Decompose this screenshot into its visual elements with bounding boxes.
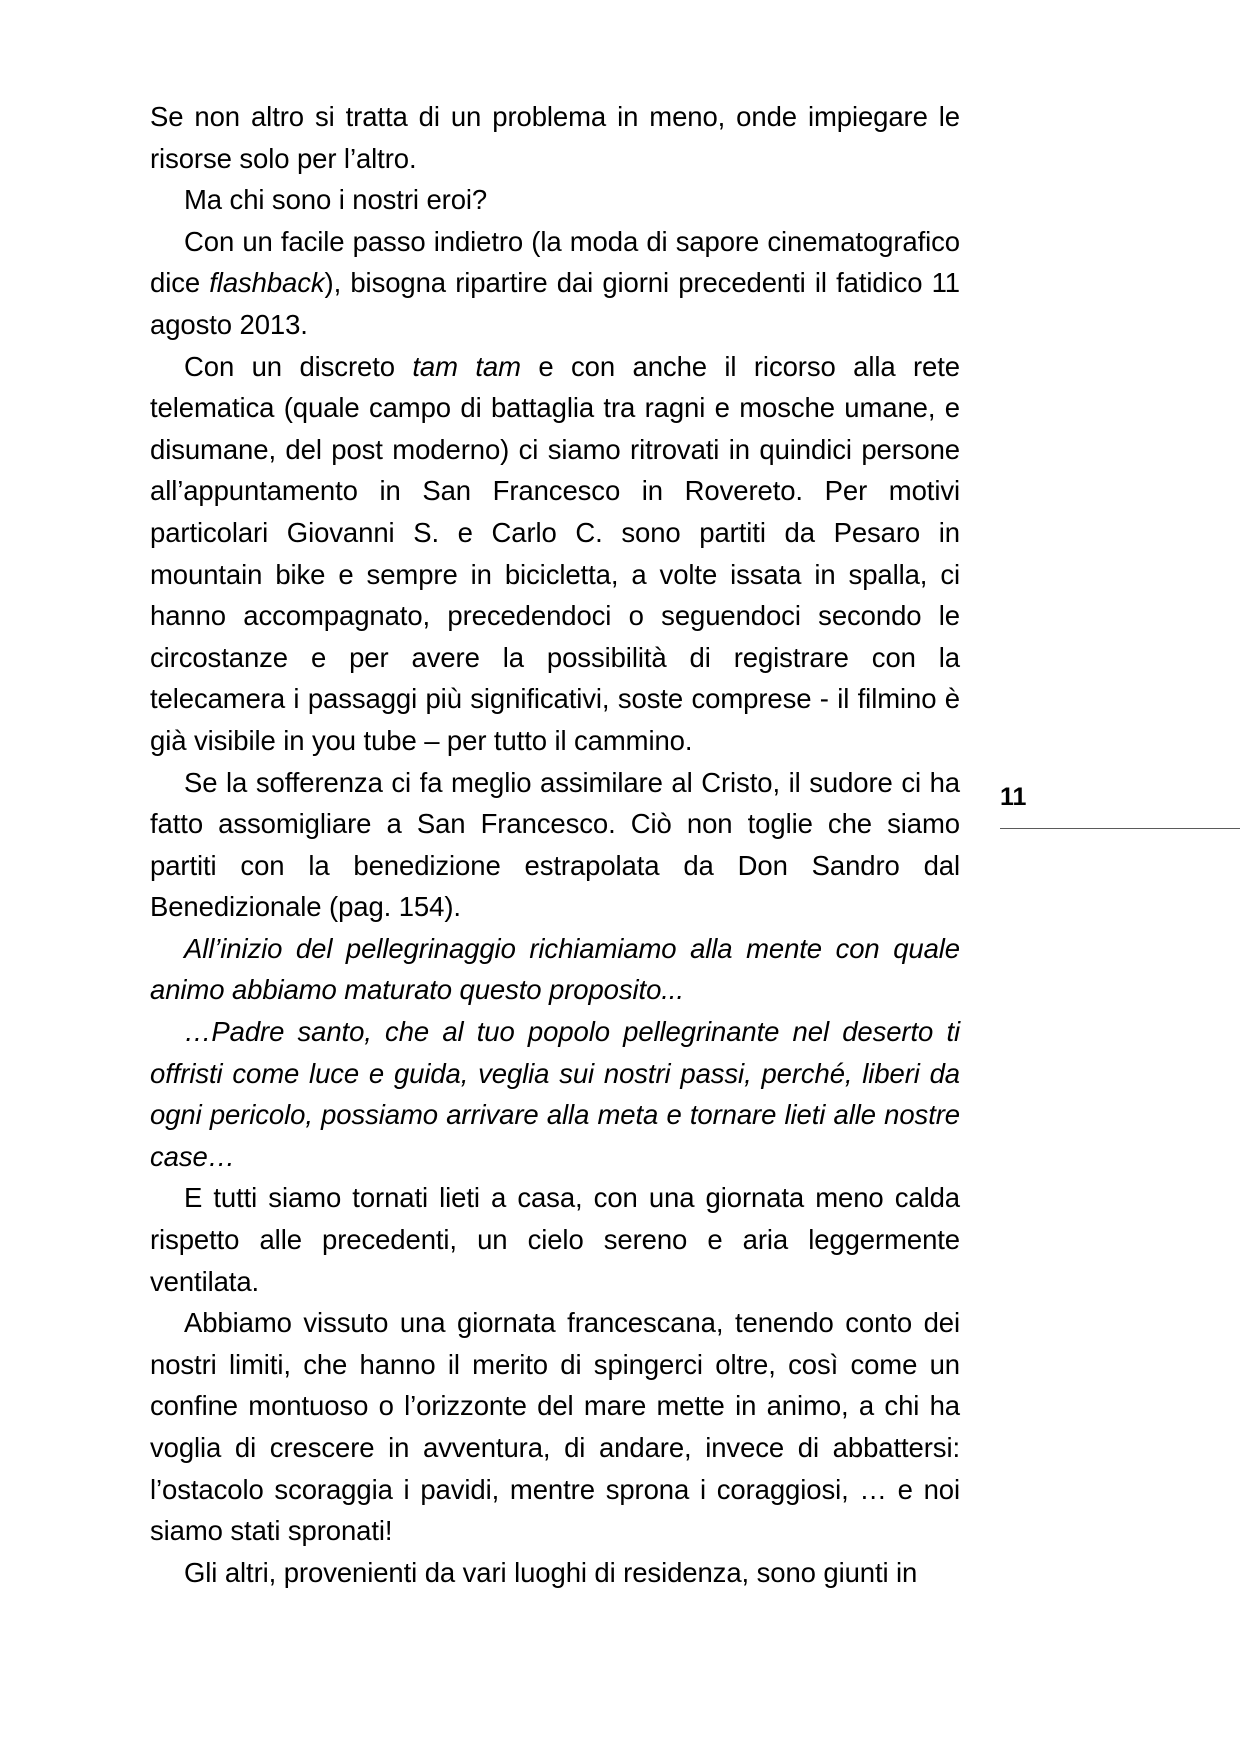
paragraph [150,96,960,179]
paragraph [150,762,960,928]
text-run: Ma chi sono i nostri eroi? [184,184,488,216]
paragraph [150,1177,960,1302]
paragraph [150,1302,960,1552]
text-run: Abbiamo vissuto una giornata francescana, tenendo conto dei nostri limiti, che hanno il merito di spingerci oltre, così come un confine montuoso o l’orizzonte del mare mette in animo, a chi ha voglia di crescere in avventura, di andare, invece di abbattersi: l’ostacolo scoraggia i pavidi, mentre sprona i coraggiosi, … e noi siamo stati spronati! [150,1307,960,1547]
italic-run: tam tam [412,350,521,382]
paragraph [150,179,960,221]
text-run: ), bisogna ripartire dai giorni precedenti il fatidico 11 agosto 2013. [150,267,960,340]
body-text-column [150,96,960,1593]
text-run: E tutti siamo tornati lieti a casa, con una giornata meno calda rispetto alle precedenti, un cielo sereno e aria leggermente ventilata. [150,1182,960,1297]
text-run: Gli altri, provenienti da vari luoghi di residenza, sono giunti in [184,1556,918,1588]
text-run: Con un discreto [184,350,413,382]
italic-run: flashback [209,267,325,299]
paragraph [150,1552,960,1594]
paragraph [150,221,960,346]
text-run: e con anche il ricorso alla rete telematica (quale campo di battaglia tra ragni e mosche umane, e disumane, del post moderno) ci siamo ritrovati in quindici persone all’appuntamento in San Francesco in Rovereto. Per motivi particolari Giovanni S. e Carlo C. sono partiti da Pesaro in mountain bike e sempre in bicicletta, a volte issata in spalla, ci hanno accompagnato, precedendoci o seguendoci secondo le circostanze e per avere la possibilità di registrare con la telecamera i passaggi più significativi, soste comprese - il filmino è già visibile in you tube – per tutto il cammino. [150,350,960,756]
paragraph [150,1011,960,1177]
folio-block [1000,782,1240,829]
italic-run: All’inizio del pellegrinaggio richiamiamo alla mente con quale animo abbiamo maturato questo proposito... [150,932,960,1006]
paragraph [150,928,960,1011]
page-number: 11 [1000,783,1027,811]
text-run: Se non altro si tratta di un problema in meno, onde impiegare le risorse solo per l’altro. [150,101,960,174]
paragraph [150,346,960,762]
text-run: Con un facile passo indietro (la moda di sapore cinematografico dice [150,225,960,299]
italic-run: …Padre santo, che al tuo popolo pellegrinante nel deserto ti offristi come luce e guida, veglia sui nostri passi, perché, liberi da ogni pericolo, possiamo arrivare alla meta e tornare lieti alle nostre case… [150,1016,960,1172]
folio-divider [1000,828,1240,829]
text-run: Se la sofferenza ci fa meglio assimilare al Cristo, il sudore ci ha fatto assomigliare a San Francesco. Ciò non toglie che siamo partiti con la benedizione estrapolata da Don Sandro dal Benedizionale (pag. 154). [150,766,960,923]
